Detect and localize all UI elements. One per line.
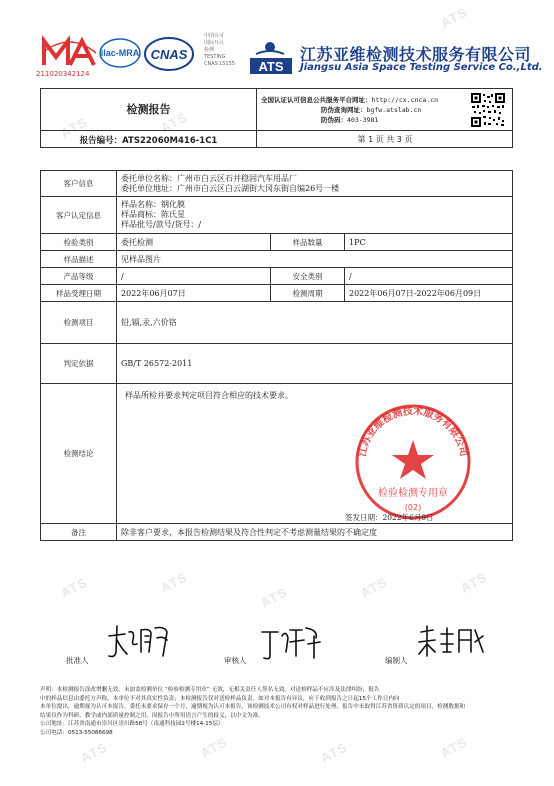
watermark: ATS	[258, 584, 290, 611]
footer-statement: 声明：本检测报告涂改增删无效，未加盖检测单位 “检验检测专用章” 无效，无相关责任人签名无效。对送检样品不应涉及法律纠纷，报告 中的样品信息由委托方声称，本单位不对其真实性负责；本检测报告仅对送检样品负责。如对本报告有异议，应于收到报告之日起15个工作日内向 本单位提出，逾期视为认可本报告。委托未要求保存一个月，逾期视为认可本报告，该检测技术公司有权对样品进行处理。报告中未取得江苏省资质认定的项目，检测数据和 结果仅作为科研、教学或内部质量控制之用。因报告中所用语言产生的歧义，以中文为准。 公司地址：江苏省南通市崇川区崇川路58号（南通科技园2号楼14-15层） 公司电话：0513-55086698	[40, 686, 520, 738]
seal-subtitle: 检验检测专用章	[378, 488, 448, 499]
sample-desc-label: 样品描述	[41, 251, 117, 268]
company-address: 公司地址：江苏省南通市崇川区崇川路58号（南通科技园2号楼14-15层）	[40, 721, 224, 728]
product-grade-value: /	[117, 268, 271, 285]
judgment-basis-label: 判定依据	[41, 344, 117, 384]
sample-qty-label: 样品数量	[271, 234, 345, 251]
client-info-label: 客户信息	[41, 171, 117, 197]
reviewer-signature	[258, 622, 324, 664]
test-type-value: 委托检测	[117, 234, 271, 251]
svg-text:ATS: ATS	[258, 59, 284, 74]
company-name-cn: 江苏亚维检测技术服务有限公司	[300, 45, 532, 64]
test-period-value: 2022年06月07日-2022年06月09日	[345, 285, 513, 302]
table-row	[41, 302, 513, 344]
watermark: ATS	[198, 734, 230, 761]
query-info: 全国认证认可信息公共服务平台网址：http://cx.cnca.cn 防伪查询网址：bgfw.atslab.cn 防伪码：403-3981	[261, 96, 439, 124]
product-grade-label: 产品等级	[41, 268, 117, 285]
editor-label: 编制人	[385, 656, 408, 665]
table-row	[41, 171, 513, 197]
company-name-en: Jiangsu Asia Space Testing Service Co.,Ltd.	[300, 62, 543, 73]
cnas-accreditation-text: 中国认可 国际互认 检测 TESTING CNAS L5155	[204, 33, 235, 67]
watermark: ATS	[458, 569, 490, 596]
cnas-logo	[142, 36, 196, 72]
watermark: ATS	[438, 734, 470, 761]
company-phone: 公司电话：0513-55086698	[40, 729, 113, 736]
sample-info-label: 客户认定信息	[41, 197, 117, 234]
seal-company-text: 江苏亚维检测技术服务有限公司	[357, 406, 469, 458]
table-row	[41, 251, 513, 268]
anticounterfeit-code: 403-3981	[347, 116, 379, 124]
cma-logo	[40, 35, 98, 69]
watermark: ATS	[158, 569, 190, 596]
seal-code: (02)	[404, 503, 422, 512]
table-row	[41, 234, 513, 251]
remark-value: 除非客户要求，本报告检测结果及符合性判定不考虑测量结果的不确定度	[117, 524, 513, 541]
table-row	[41, 344, 513, 384]
test-type-label: 检验类别	[41, 234, 117, 251]
client-info-value: 委托单位名称：广州市白云区石井稳固汽车用品厂 委托单位地址：广州市白云区白云湖街大冈东街自编26号一楼	[117, 171, 513, 197]
page-indicator: 第 1 页 共 3 页	[357, 135, 413, 144]
query-url[interactable]: http://cx.cnca.cn	[371, 96, 439, 104]
remark-label: 备注	[41, 524, 117, 541]
table-row	[41, 197, 513, 234]
report-title: 检测报告	[126, 103, 171, 116]
anticounterfeit-url[interactable]: bgfw.atslab.cn	[366, 106, 422, 114]
judgment-basis-value: GB/T 26572-2011	[117, 344, 513, 384]
watermark: ATS	[58, 114, 90, 141]
editor-signature	[415, 622, 487, 664]
test-items-label: 检测项目	[41, 302, 117, 344]
report-info-box	[40, 88, 513, 148]
issue-date: 签发日期：2022年6月9日	[345, 513, 434, 522]
approver-label: 批准人	[66, 656, 89, 665]
svg-text:ilac-MRA: ilac-MRA	[100, 48, 140, 58]
receive-date-label: 样品受理日期	[41, 285, 117, 302]
sample-info-value: 样品名称：钢化膜 样品商标：陈氏星 样品批号/款号/货号：/	[117, 197, 513, 234]
table-row	[41, 268, 513, 285]
cma-number: 211020342124	[36, 70, 90, 78]
conclusion-label: 检测结论	[41, 384, 117, 524]
sample-desc-value: 见样品图片	[117, 251, 513, 268]
receive-date-value: 2022年06月07日	[117, 285, 271, 302]
watermark: ATS	[158, 109, 190, 136]
svg-text:CNAS: CNAS	[150, 47, 188, 62]
table-row	[41, 524, 513, 541]
watermark: ATS	[78, 739, 110, 766]
watermark: ATS	[318, 739, 350, 766]
qr-code-icon[interactable]	[470, 92, 506, 128]
safety-category-label: 安全类别	[271, 268, 345, 285]
reviewer-label: 审核人	[224, 656, 247, 665]
conclusion-value: 样品所检并要求判定项目符合相应的技术要求。	[117, 384, 513, 524]
watermark: ATS	[438, 4, 470, 31]
ats-logo	[248, 40, 294, 76]
watermark: ATS	[358, 574, 390, 601]
sample-qty-value: 1PC	[345, 234, 513, 251]
table-row	[41, 285, 513, 302]
approver-signature	[105, 622, 175, 664]
test-items-value: 铅,镉,汞,六价铬	[117, 302, 513, 344]
safety-category-value: /	[345, 268, 513, 285]
official-seal	[338, 400, 488, 524]
report-number: 报告编号：ATS22060M416-1C1	[79, 136, 218, 146]
test-period-label: 检测周期	[271, 285, 345, 302]
watermark: ATS	[58, 574, 90, 601]
ilac-mra-logo	[98, 36, 142, 70]
